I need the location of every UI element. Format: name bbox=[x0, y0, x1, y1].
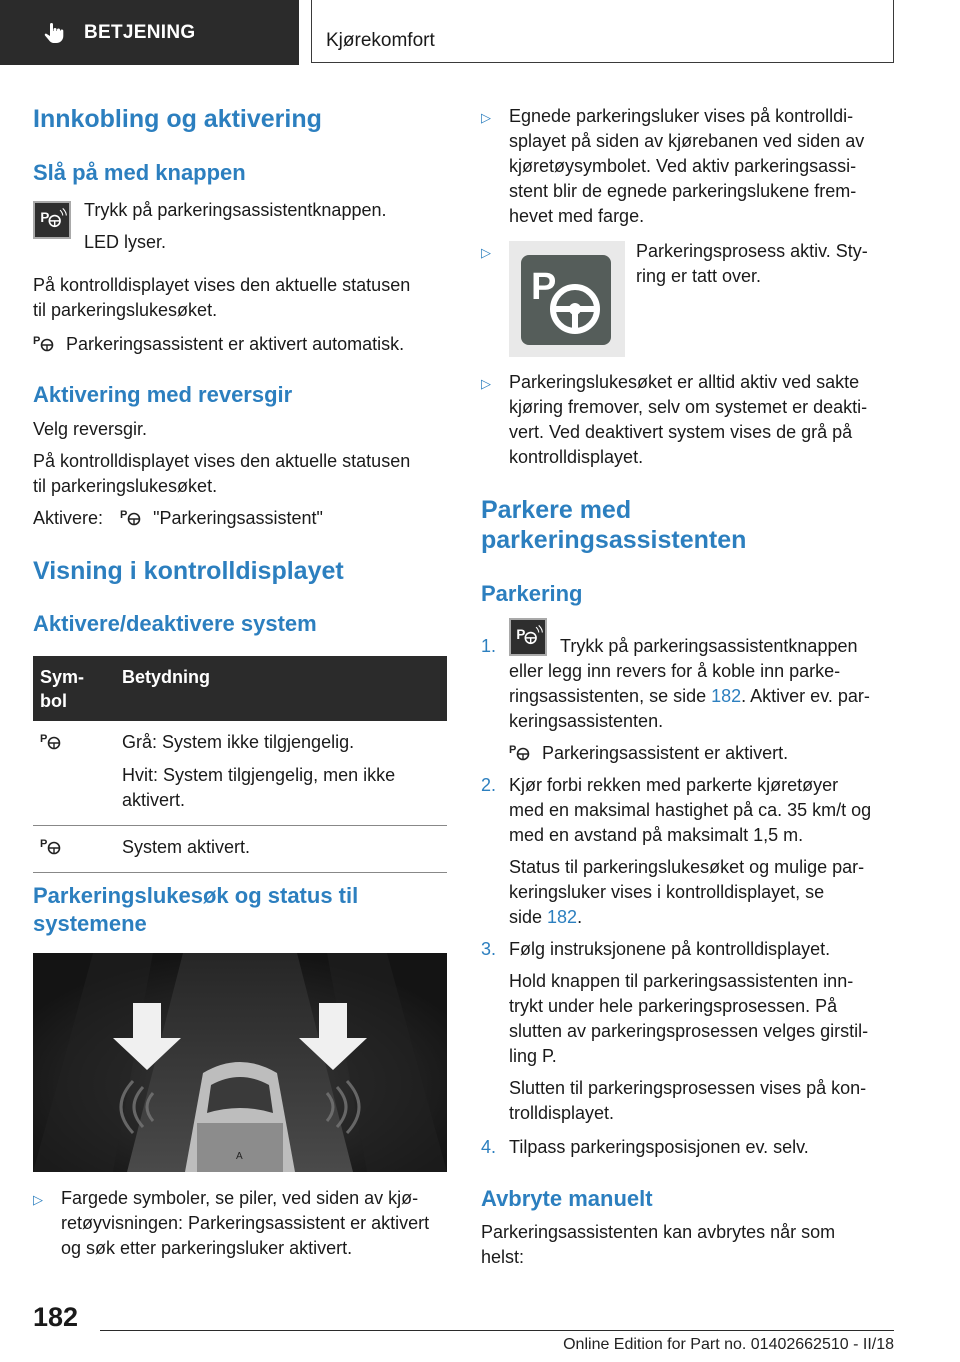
chapter-tab bbox=[311, 0, 894, 63]
step-1-line-3: ringsassistenten, se side 182. Aktiver ev. par- bbox=[509, 686, 870, 706]
auto-active-text: Parkeringsassistent er aktivert automatisk. bbox=[66, 334, 405, 354]
step-1-line-4: keringsassistenten. bbox=[509, 711, 664, 731]
svg-text:P: P bbox=[509, 744, 517, 756]
step-1-line-2: eller legg inn revers for å koble inn parke- bbox=[509, 661, 841, 681]
velg-reversgir: Velg reversgir. bbox=[33, 419, 148, 439]
auto-active-line bbox=[33, 332, 404, 357]
heading-lukesok-1: Parkeringslukesøk og status til bbox=[33, 883, 359, 908]
triangle-bullet-icon: ▷ bbox=[481, 245, 491, 260]
section-tab bbox=[0, 0, 299, 65]
rb3-line-1: Parkeringslukesøket er alltid aktiv ved sakte bbox=[509, 372, 860, 392]
table-row bbox=[33, 721, 447, 826]
svg-text:P: P bbox=[40, 838, 48, 850]
triangle-bullet-icon: ▷ bbox=[481, 110, 491, 125]
svg-text:A: A bbox=[236, 1151, 243, 1162]
meaning-white: Hvit: System tilgjengelig, men ikke aktivert. bbox=[122, 765, 396, 810]
step-2-line-1: Kjør forbi rekken med parkerte kjøretøyer bbox=[509, 775, 839, 795]
step-3-para1-line-4: ling P. bbox=[509, 1046, 557, 1066]
bullet1-line-3: og søk etter parkeringsluker aktivert. bbox=[61, 1238, 353, 1258]
avbryte-line-1: Parkeringsassistenten kan avbrytes når som bbox=[481, 1222, 836, 1242]
col-symbol-header: Sym- bol bbox=[33, 656, 115, 721]
svg-text:P: P bbox=[531, 266, 557, 308]
step-1-line-1: Trykk på parkeringsassistentknappen bbox=[560, 636, 858, 656]
step-3-para1-line-2: trykt under hele parkeringsprosessen. På bbox=[509, 996, 838, 1016]
col-meaning-header: Betydning bbox=[115, 656, 447, 721]
section-title: BETJENING bbox=[84, 21, 196, 43]
rb3-line-3: vert. Ved deaktivert system vises de grå på bbox=[509, 422, 853, 442]
rb3-line-4: kontrolldisplayet. bbox=[509, 447, 644, 467]
heading-innkobling: Innkobling og aktivering bbox=[33, 105, 322, 133]
meaning-gray: Grå: System ikke tilgjengelig. bbox=[122, 732, 355, 752]
aktivere-label: Aktivere: bbox=[33, 508, 104, 528]
page-number: 182 bbox=[33, 1302, 79, 1332]
led-text: LED lyser. bbox=[84, 232, 167, 252]
aktivere-value: "Parkeringsassistent" bbox=[153, 508, 323, 528]
edition-text: Online Edition for Part no. 01402662510 - II/18 bbox=[563, 1336, 894, 1353]
status-line-1: På kontrolldisplayet vises den aktuelle statusen bbox=[33, 275, 411, 295]
rb1-line-2: splayet på siden av kjørebanen ved siden av bbox=[509, 131, 865, 151]
bullet1-line-1: Fargede symboler, se piler, ved siden av kjø- bbox=[61, 1188, 419, 1208]
step-2-para-line-3: side 182. bbox=[509, 907, 583, 927]
step-2-line-2: med en maksimal hastighet på ca. 35 km/t og bbox=[509, 800, 872, 820]
step-2-number: 2. bbox=[481, 775, 497, 795]
step-1-number: 1. bbox=[481, 636, 497, 656]
svg-text:P: P bbox=[33, 335, 41, 347]
symbol-table bbox=[33, 656, 447, 873]
step-3-line-1: Følg instruksjonene på kontrolldisplayet. bbox=[509, 939, 831, 959]
rb1-line-1: Egnede parkeringsluker vises på kontrolldi- bbox=[509, 106, 854, 126]
table-header-row bbox=[33, 656, 447, 721]
rb2-line-1: Parkeringsprosess aktiv. Sty- bbox=[636, 241, 868, 261]
status2-line-1: På kontrolldisplayet vises den aktuelle statusen bbox=[33, 451, 411, 471]
table-row bbox=[33, 826, 447, 873]
step-2-para-line-2: keringsluker vises i kontrolldisplayet, se bbox=[509, 882, 825, 902]
rb1-line-5: hevet med farge. bbox=[509, 206, 645, 226]
status-p-steering-icon bbox=[509, 241, 625, 357]
heading-reversgir: Aktivering med reversgir bbox=[33, 382, 293, 407]
parking-display-image bbox=[33, 953, 447, 1172]
status2-line-2: til parkeringslukesøket. bbox=[33, 476, 218, 496]
step-3-para1-line-1: Hold knappen til parkeringsassistenten inn- bbox=[509, 971, 854, 991]
step-3-para2-line-2: trolldisplayet. bbox=[509, 1103, 615, 1123]
triangle-bullet-icon: ▷ bbox=[481, 376, 491, 391]
heading-parkering: Parkering bbox=[481, 581, 583, 606]
heading-lukesok-2: systemene bbox=[33, 911, 147, 936]
step-3-para2-line-1: Slutten til parkeringsprosessen vises på kon- bbox=[509, 1078, 867, 1098]
triangle-bullet-icon: ▷ bbox=[33, 1192, 43, 1207]
meaning-active: System aktivert. bbox=[115, 826, 447, 873]
rb2-line-2: ring er tatt over. bbox=[636, 266, 762, 286]
parking-assist-button-icon bbox=[33, 201, 71, 239]
step-2-line-3: med en avstand på maksimalt 1,5 m. bbox=[509, 825, 804, 845]
svg-text:P: P bbox=[120, 509, 128, 521]
footer-divider bbox=[100, 1330, 894, 1331]
heading-parkere-2: parkeringsassistenten bbox=[481, 526, 747, 554]
parking-assist-button-icon bbox=[509, 618, 547, 656]
svg-text:P: P bbox=[40, 209, 50, 225]
bullet1-line-2: retøyvisningen: Parkeringsassistent er aktivert bbox=[61, 1213, 430, 1233]
press-text: Trykk på parkeringsassistentknappen. bbox=[84, 200, 387, 220]
aktivere-line bbox=[33, 506, 323, 531]
parking-steering-icon bbox=[33, 333, 55, 353]
parking-steering-icon bbox=[120, 507, 142, 527]
step-1-note: P Parkeringsassistent er aktivert. bbox=[509, 743, 789, 763]
page-link[interactable]: 182 bbox=[711, 686, 742, 706]
step-3-number: 3. bbox=[481, 939, 497, 959]
heading-aktivere-deaktivere: Aktivere/deaktivere system bbox=[33, 611, 317, 636]
step-4-number: 4. bbox=[481, 1137, 497, 1157]
step-4-line-1: Tilpass parkeringsposisjonen ev. selv. bbox=[509, 1137, 809, 1157]
hand-pointer-icon bbox=[42, 21, 66, 45]
step-2-para-line-1: Status til parkeringslukesøket og mulige par- bbox=[509, 857, 865, 877]
status-line-2: til parkeringslukesøket. bbox=[33, 300, 218, 320]
step-3-para1-line-3: slutten av parkeringsprosessen velges girstil- bbox=[509, 1021, 869, 1041]
svg-text:P: P bbox=[516, 626, 526, 642]
page-link[interactable]: 182 bbox=[547, 907, 578, 927]
parking-steering-icon bbox=[509, 742, 531, 762]
chapter-title: Kjørekomfort bbox=[326, 30, 435, 51]
heading-parkere-1: Parkere med bbox=[481, 496, 632, 524]
heading-avbryte: Avbryte manuelt bbox=[481, 1186, 653, 1211]
heading-visning: Visning i kontrolldisplayet bbox=[33, 557, 344, 585]
rb1-line-4: stent blir de egnede parkeringslukene frem- bbox=[509, 181, 857, 201]
rb1-line-3: kjøretøysymbolet. Ved aktiv parkeringsassi- bbox=[509, 156, 857, 176]
parking-steering-icon bbox=[40, 836, 62, 856]
avbryte-line-2: helst: bbox=[481, 1247, 525, 1267]
parking-steering-icon bbox=[40, 731, 62, 751]
heading-sla-pa: Slå på med knappen bbox=[33, 160, 246, 185]
svg-text:P: P bbox=[40, 733, 48, 745]
rb3-line-2: kjøring fremover, selv om systemet er deakti- bbox=[509, 397, 868, 417]
